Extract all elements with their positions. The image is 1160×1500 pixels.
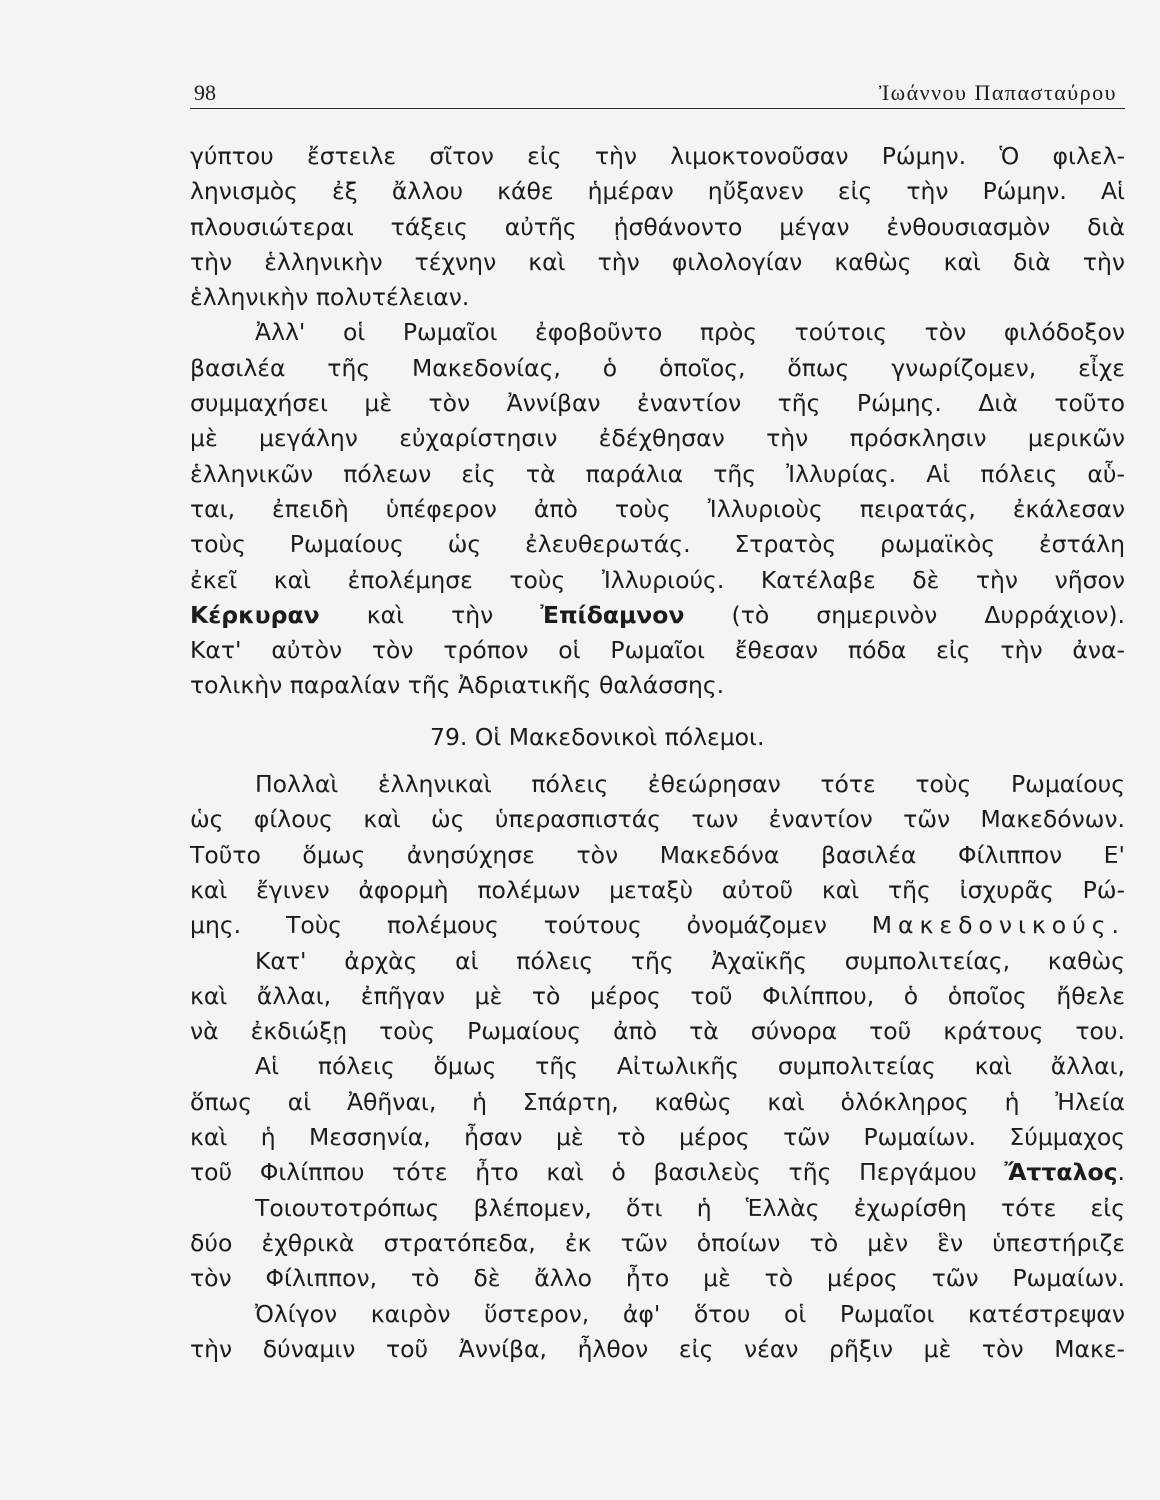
section-heading: 79. Οἱ Μακεδονικοὶ πόλεμοι.: [430, 722, 765, 751]
text-line: βασιλέα τῆς Μακεδονίας, ὁ ὁποῖος, ὅπως γνωρίζομεν, εἶχε: [190, 353, 1125, 382]
text-line: καὶ ἔγινεν ἀφορμὴ πολέμων μεταξὺ αὐτοῦ καὶ τῆς ἰσχυρᾶς Ρώ-: [190, 875, 1125, 904]
text-segment: .: [1117, 1158, 1125, 1187]
bold-term: Κέρκυραν: [190, 600, 320, 629]
text-segment: μης. Τοὺς πολέμους τούτους ὀνομάζομεν: [190, 911, 872, 940]
text-line: Πολλαὶ ἑλληνικαὶ πόλεις ἐθεώρησαν τότε τοὺς Ρωμαίους: [255, 770, 1125, 799]
text-line: [190, 908, 1125, 943]
text-line: νὰ ἐκδιώξῃ τοὺς Ρωμαίους ἀπὸ τὰ σύνορα τοῦ κράτους του.: [190, 1017, 1125, 1046]
text-line: συμμαχήσει μὲ τὸν Ἀννίβαν ἐναντίον τῆς Ρώμης. Διὰ τοῦτο: [190, 389, 1125, 418]
text-line: Τοιουτοτρόπως βλέπομεν, ὅτι ἡ Ἑλλὰς ἐχωρίσθη τότε εἰς: [255, 1193, 1125, 1222]
text-line: Αἱ πόλεις ὅμως τῆς Αἰτωλικῆς συμπολιτείας καὶ ἄλλαι,: [255, 1052, 1125, 1081]
text-line: Κατ' ἀρχὰς αἱ πόλεις τῆς Ἀχαϊκῆς συμπολιτείας, καθὼς: [255, 946, 1125, 975]
text-segment: τοῦ Φιλίππου τότε ἦτο καὶ ὁ βασιλεὺς τῆς Περγάμου: [190, 1158, 1005, 1187]
text-line: τὴν ἑλληνικὴν τέχνην καὶ τὴν φιλολογίαν καθὼς καὶ διὰ τὴν: [190, 247, 1125, 276]
text-line: ὅπως αἱ Ἀθῆναι, ἡ Σπάρτη, καθὼς καὶ ὁλόκληρος ἡ Ἠλεία: [190, 1087, 1125, 1116]
text-line: τοὺς Ρωμαίους ὡς ἐλευθερωτάς. Στρατὸς ρωμαϊκὸς ἐστάλη: [190, 530, 1125, 559]
text-line: ὡς φίλους καὶ ὡς ὑπερασπιστάς των ἐναντίον τῶν Μακεδόνων.: [190, 805, 1125, 834]
page-body: [190, 139, 1125, 1367]
text-segment: (τὸ σημερινὸν Δυρράχιον).: [684, 600, 1125, 629]
text-line: καὶ ἡ Μεσσηνία, ἦσαν μὲ τὸ μέρος τῶν Ρωμαίων. Σύμμαχος: [190, 1123, 1125, 1152]
text-line: ἑλληνικῶν πόλεων εἰς τὰ παράλια τῆς Ἰλλυρίας. Αἱ πόλεις αὗ-: [190, 459, 1125, 488]
text-line: τὸν Φίλιππον, τὸ δὲ ἄλλο ἦτο μὲ τὸ μέρος τῶν Ρωμαίων.: [190, 1264, 1125, 1293]
text-line: ληνισμὸς ἐξ ἄλλου κάθε ἡμέραν ηὔξανεν εἰς τὴν Ρώμην. Αἱ: [190, 177, 1125, 206]
text-line: [190, 1155, 1125, 1190]
text-line: γύπτου ἔστειλε σῖτον εἰς τὴν λιμοκτονοῦσαν Ρώμην. Ὁ φιλελ-: [190, 142, 1125, 170]
text-segment: καὶ τὴν: [319, 600, 541, 629]
text-line: Ὀλίγον καιρὸν ὕστερον, ἀφ' ὅτου οἱ Ρωμαῖοι κατέστρεψαν: [255, 1299, 1125, 1328]
spaced-term: Μακεδονικούς.: [871, 911, 1125, 940]
text-line: πλουσιώτεραι τάξεις αὐτῆς ᾐσθάνοντο μέγαν ἐνθουσιασμὸν διὰ: [190, 212, 1125, 241]
text-line: τὴν δύναμιν τοῦ Ἀννίβα, ἦλθον εἰς νέαν ρῆξιν μὲ τὸν Μακε-: [190, 1334, 1125, 1363]
text-line: Τοῦτο ὅμως ἀνησύχησε τὸν Μακεδόνα βασιλέα Φίλιππον Ε': [190, 840, 1125, 869]
bold-term: Ἐπίδαμνον: [540, 600, 685, 629]
text-line: ἑλληνικὴν πολυτέλειαν.: [190, 283, 470, 312]
running-title: Ἰωάννου Παπασταύρου: [878, 80, 1117, 105]
text-line: τολικὴν παραλίαν τῆς Ἀδριατικῆς θαλάσσης.: [190, 671, 725, 700]
text-line: καὶ ἄλλαι, ἐπῆγαν μὲ τὸ μέρος τοῦ Φιλίππου, ὁ ὁποῖος ἤθελε: [190, 981, 1125, 1010]
text-line: μὲ μεγάλην εὐχαρίστησιν ἐδέχθησαν τὴν πρόσκλησιν μερικῶν: [190, 424, 1125, 453]
text-line: Ἀλλ' οἱ Ρωμαῖοι ἐφοβοῦντο πρὸς τούτοις τὸν φιλόδοξον: [255, 318, 1125, 347]
page-header: [190, 70, 1125, 109]
page-number: 98: [194, 80, 216, 105]
text-line: Κατ' αὐτὸν τὸν τρόπον οἱ Ρωμαῖοι ἔθεσαν πόδα εἰς τὴν ἀνα-: [190, 636, 1125, 665]
book-page: [190, 70, 1125, 1367]
text-line: [190, 598, 1125, 633]
bold-term: Ἄτταλος: [1004, 1158, 1118, 1187]
text-line: δύο ἐχθρικὰ στρατόπεδα, ἐκ τῶν ὁποίων τὸ μὲν ἓν ὑπεστήριζε: [190, 1228, 1125, 1257]
text-line: ται, ἐπειδὴ ὑπέφερον ἀπὸ τοὺς Ἰλλυριοὺς πειρατάς, ἐκάλεσαν: [190, 494, 1125, 523]
text-line: ἐκεῖ καὶ ἐπολέμησε τοὺς Ἰλλυριούς. Κατέλαβε δὲ τὴν νῆσον: [190, 565, 1125, 594]
